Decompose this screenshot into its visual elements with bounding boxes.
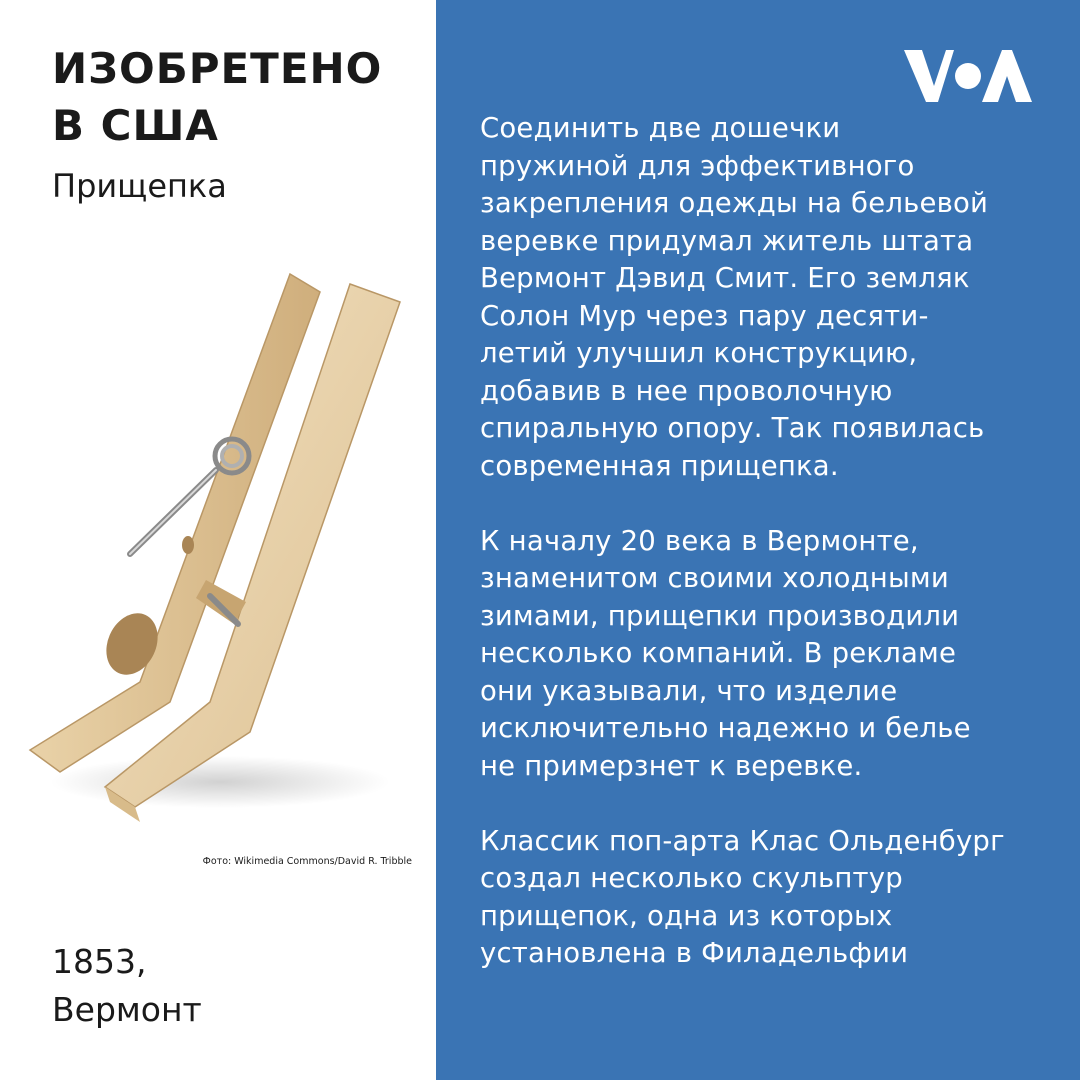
voa-logo <box>904 46 1032 106</box>
text-line: летий улучшил конструкцию, <box>480 337 918 369</box>
text-line: Солон Мур через пару десяти- <box>480 299 929 332</box>
text-line: зимами, прищепки производили <box>480 599 960 632</box>
photo-credit: Фото: Wikimedia Commons/David R. Tribble <box>202 856 412 867</box>
text-line: исключительно надежно и белье <box>480 712 971 744</box>
paragraph <box>480 523 1070 786</box>
text-line: прищепок, одна из которых <box>480 899 893 932</box>
title-line: ИЗОБРЕТЕНО <box>52 44 383 93</box>
article-body <box>480 110 1070 1010</box>
text-line: добавив в нее проволочную <box>480 374 893 407</box>
date-line: Вермонт <box>52 990 202 1029</box>
text-line: Соединить две дошечки <box>480 112 841 144</box>
right-panel <box>436 0 1080 1080</box>
text-line: пружиной для эффективного <box>480 149 915 182</box>
text-line: знаменитом своими холодными <box>480 562 949 594</box>
invention-date <box>52 938 432 1034</box>
text-line: Классик поп-арта Клас Ольденбург <box>480 824 1005 857</box>
date-line: 1853, <box>52 942 147 981</box>
text-line: несколько компаний. В рекламе <box>480 637 957 669</box>
text-line: создал несколько скульптур <box>480 862 903 894</box>
paragraph <box>480 110 1070 485</box>
text-line: веревке придумал житель штата <box>480 224 974 257</box>
text-line: К началу 20 века в Вермонте, <box>480 524 919 557</box>
text-line: современная прищепка. <box>480 449 839 482</box>
text-line: Вермонт Дэвид Смит. Его земляк <box>480 262 970 294</box>
title-line: В США <box>52 101 219 150</box>
left-panel <box>0 0 436 1080</box>
text-line: закрепления одежды на бельевой <box>480 187 989 219</box>
text-line: установлена в Филадельфии <box>480 937 909 969</box>
text-line: не примерзнет к веревке. <box>480 749 863 782</box>
title <box>52 40 432 154</box>
clothespin-photo <box>20 262 420 822</box>
text-line: спиральную опору. Так появилась <box>480 412 985 444</box>
subtitle: Прищепка <box>52 167 227 205</box>
text-line: они указывали, что изделие <box>480 674 898 707</box>
paragraph <box>480 823 1070 973</box>
